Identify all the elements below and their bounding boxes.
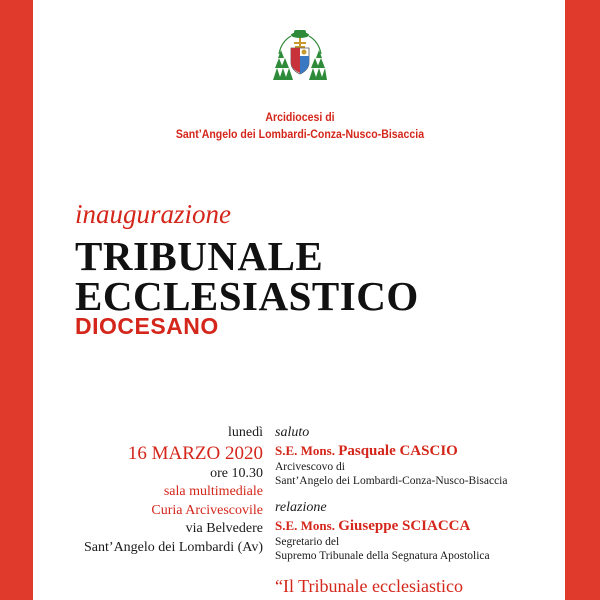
talk-speaker bbox=[275, 518, 507, 535]
event-city: Sant’Angelo dei Lombardi (Av) bbox=[84, 539, 263, 555]
event-time: ore 10.30 bbox=[210, 465, 263, 481]
greeting-name: Pasquale CASCIO bbox=[338, 443, 458, 459]
greeting-speaker bbox=[275, 443, 507, 460]
greeting-prefix: S.E. Mons. bbox=[275, 443, 335, 458]
greeting-label: saluto bbox=[275, 425, 310, 440]
event-street: via Belvedere bbox=[185, 521, 263, 536]
program bbox=[275, 425, 507, 563]
greeting-role-2: Sant’Angelo dei Lombardi-Conza-Nusco-Bisaccia bbox=[275, 475, 508, 487]
event-venue-1: sala multimediale bbox=[163, 484, 263, 499]
inauguration-kicker: inaugurazione bbox=[75, 199, 232, 229]
event-venue-2: Curia Arcivescovile bbox=[151, 502, 263, 518]
talk-role-1: Segretario del bbox=[275, 536, 340, 548]
left-red-border bbox=[0, 0, 33, 600]
talk-prefix: S.E. Mons. bbox=[275, 518, 335, 533]
diocese-line-1: Arcidiocesi di bbox=[265, 110, 335, 124]
event-date: 16 MARZO 2020 bbox=[127, 442, 263, 464]
diocese-line-2: Sant’Angelo dei Lombardi-Conza-Nusco-Bisaccia bbox=[175, 127, 425, 141]
coat-of-arms-icon bbox=[273, 28, 327, 88]
talk-role-2: Supremo Tribunale della Segnatura Apostolica bbox=[275, 550, 490, 562]
talk-title-quote: “Il Tribunale ecclesiastico bbox=[275, 576, 463, 596]
greeting-role-1: Arcivescovo di bbox=[275, 461, 345, 473]
event-day: lunedì bbox=[228, 425, 263, 440]
title-line-ecclesiastico: ECCLESIASTICO bbox=[75, 273, 419, 319]
talk-label: relazione bbox=[275, 500, 327, 515]
talk-name: Giuseppe SCIACCA bbox=[338, 518, 471, 534]
right-red-border bbox=[565, 0, 600, 600]
event-details bbox=[84, 424, 263, 557]
title-line-diocesano: DIOCESANO bbox=[75, 313, 219, 339]
title-line-tribunale: TRIBUNALE bbox=[75, 233, 324, 279]
